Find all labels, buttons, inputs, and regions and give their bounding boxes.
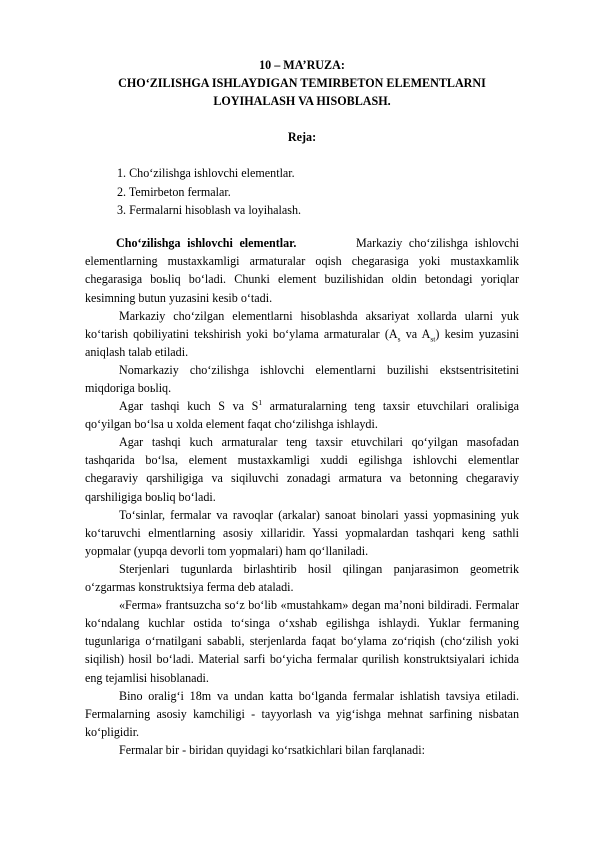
paragraph-9: Bino oralig‘i 18m va undan katta bo‘lganda fermalar ishlatish tavsiya etiladi. Fermalarning asosiy kamchiligi - tayyorlash va yig‘ishga mehnat sarfining nisbatan ko‘pligidir.	[85, 688, 519, 739]
paragraph-2-text-c: ) kesim yuzasini aniqlash talab etiladi.	[85, 326, 520, 359]
section-heading: Cho‘zilishga ishlovchi elementlar.	[116, 236, 297, 251]
superscript-1: 1	[258, 398, 263, 408]
lecture-title-line1: CHO‘ZILISHGA ISHLAYDIGAN TEMIRBETON ELEMENTLARNI	[118, 76, 486, 91]
paragraph-4-text-b: armaturalarning teng taxsir etuvchilari oraliьiga qo‘yilgan bo‘lsa u xolda element faqat cho‘zilishga ishlaydi.	[85, 399, 520, 432]
paragraph-6: To‘sinlar, fermalar va ravoqlar (arkalar) sanoat binolari yassi yopmasining yuk ko‘taruvchi elmentlarning asosiy xillaridir. Yassi yopmalardan tashqari keng sathli yopmalar (yupqa devorli tom yopmalari) ham qo‘llaniladi.	[85, 507, 519, 558]
subscript-s: s	[397, 334, 401, 344]
paragraph-7: Sterjenlari tugunlarda birlashtirib hosil qilingan panjarasimon geometrik o‘zgarmas konstruktsiya ferma deb ataladi.	[85, 561, 519, 595]
paragraph-4	[85, 397, 519, 433]
paragraph-2	[85, 307, 519, 361]
lecture-number: 10 – MA’RUZA:	[259, 58, 345, 72]
plan-item: 2. Temirbeton fermalar.	[117, 184, 231, 199]
paragraph-5: Agar tashqi kuch armaturalar teng taxsir etuvchilari qo‘yilgan masofadan tashqarida bo‘lsa, element mustaxkamligi xuddi egilishga ishlovchi elementlar chegaraviy qarshiligiga va siqiluvchi zonadagi armatura va betonning chegaraviy qarshiligiga boьliq bo‘ladi.	[85, 435, 519, 504]
subscript-st: st	[430, 334, 436, 344]
plan-item: 1. Cho‘zilishga ishlovchi elementlar.	[117, 166, 295, 181]
paragraph-10: Fermalar bir - biridan quyidagi ko‘rsatkichlari bilan farqlanadi:	[119, 742, 425, 757]
document-page	[85, 56, 519, 759]
paragraph-2-text-a: Markaziy cho‘zilgan elementlarni hisoblashda aksariyat xollarda ularni yuk ko‘tarish qobiliyatini tekshirish yoki bo‘ylama armaturalar (A	[85, 308, 519, 341]
paragraph-1	[85, 234, 519, 306]
paragraph-2-text-b: va A	[400, 326, 431, 341]
plan-item: 3. Fermalarni hisoblash va loyihalash.	[117, 202, 302, 217]
lecture-title-line2: LOYIHALASH VA HISOBLASH.	[213, 94, 391, 109]
paragraph-4-text-a: Agar tashqi kuch S va S	[119, 399, 259, 414]
paragraph-1-text: Markaziy cho‘zilishga ishlovchi elementlarning mustaxkamligi armaturalar oqish chegarasiga yoki mustaxkamlik chegarasiga boьliq bo‘ladi. Chunki element buzilishidan oldin betondagi yoriqlar kesimning butun yuzasini kesib o‘tadi.	[85, 236, 519, 305]
paragraph-8: «Ferma» frantsuzcha so‘z bo‘lib «mustahkam» degan ma’noni bildiradi. Fermalar ko‘ndalang kuchlar ostida to‘singa o‘xshab egilishga ishlaydi. Yuklar fermaning tugunlariga o‘rnatilgani sababli, sterjenlarda faqat bo‘ylama zo‘riqish (cho‘zilish yoki siqilish) hosil bo‘ladi. Material sarfi bo‘yicha fermalar qurilish konstruktsiyalari ichida eng tejamlisi hisoblanadi.	[85, 598, 519, 685]
paragraph-3: Nomarkaziy cho‘zilishga ishlovchi elementlarni buzilishi ekstsentrisitetini miqdoriga boьliq.	[85, 362, 519, 396]
plan-list	[85, 164, 519, 219]
plan-heading: Reja:	[287, 130, 317, 145]
